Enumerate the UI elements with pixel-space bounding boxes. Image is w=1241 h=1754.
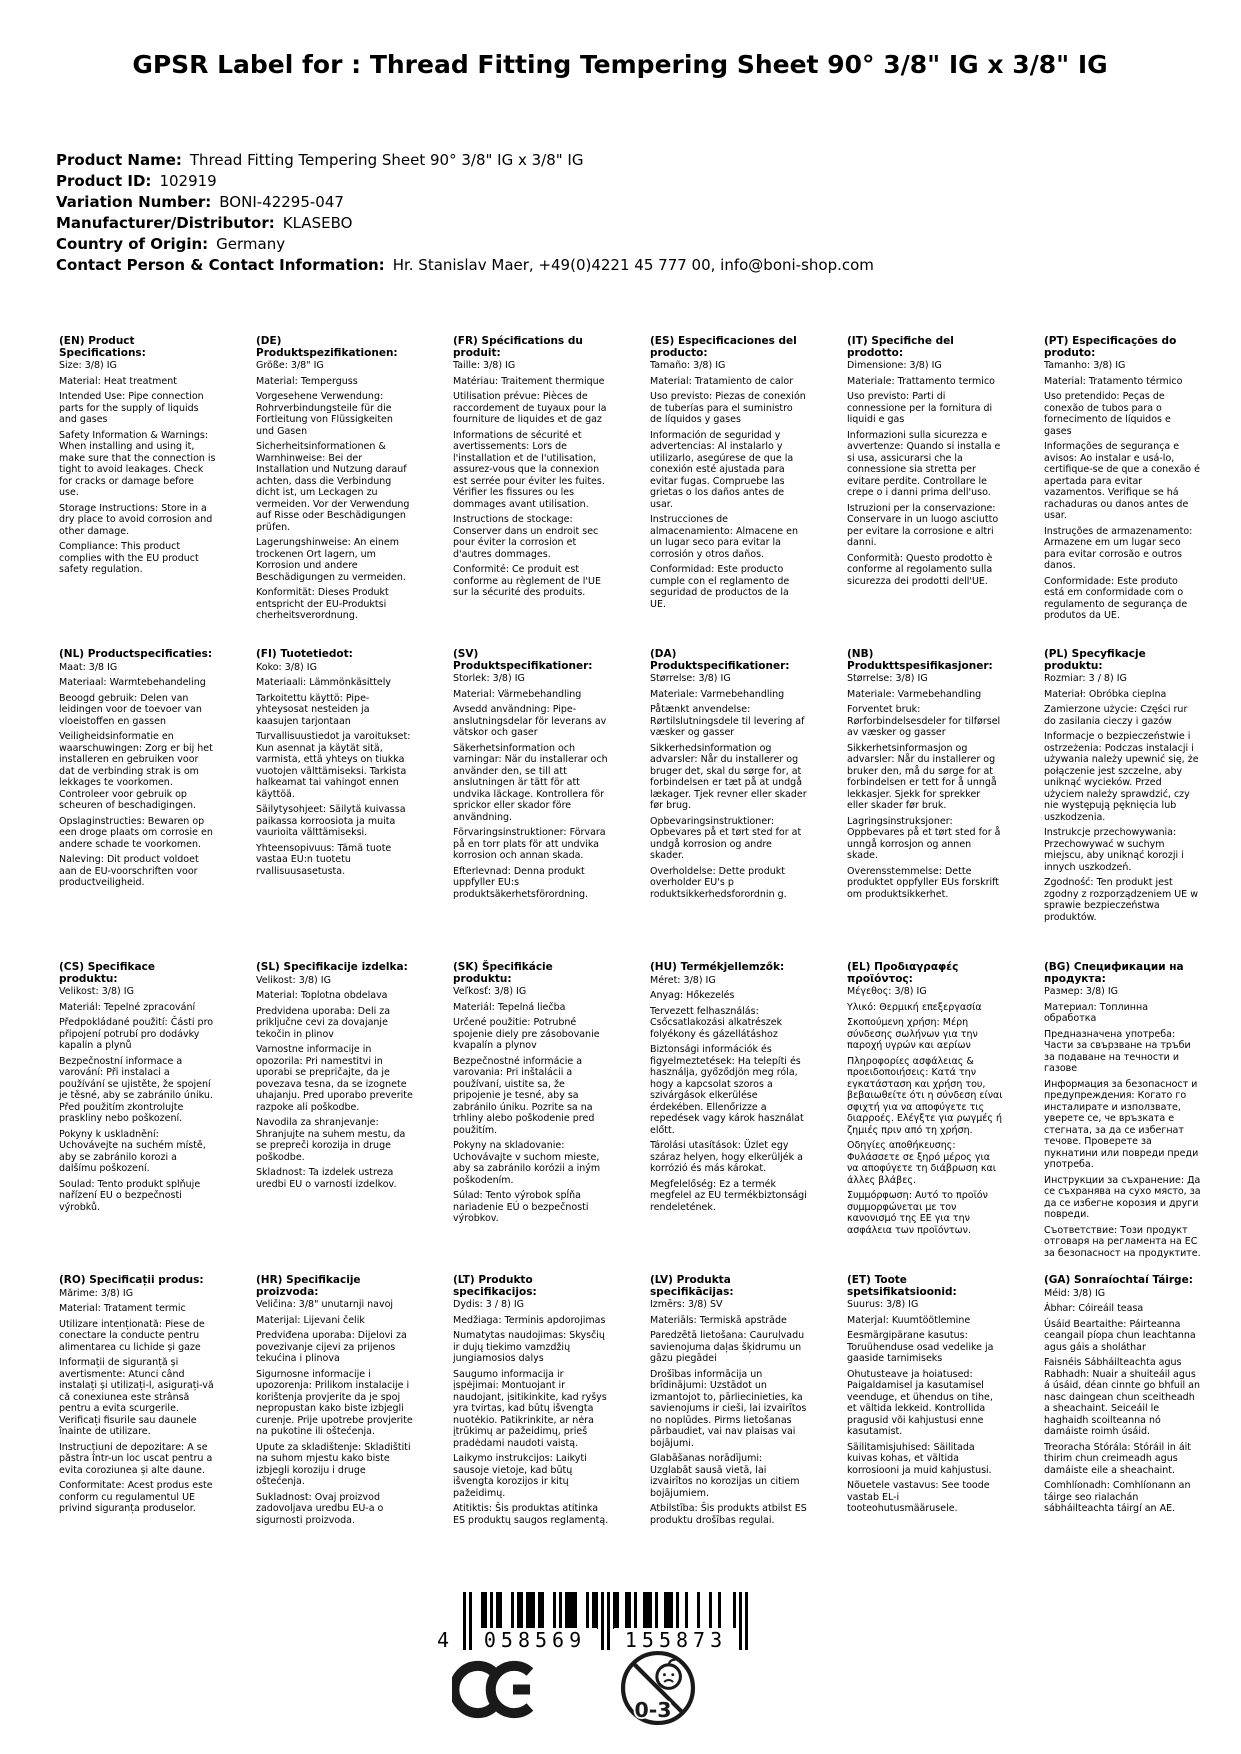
spec-paragraph: Bezpečnostní informace a varování: Při instalaci a používání se ujistěte, že spojení je těsné, aby se zabránilo úniku. Před použitím zkontrolujte praskliny nebo poškození. bbox=[59, 1055, 213, 1124]
spec-block-de bbox=[256, 336, 453, 649]
spec-block-heading: (FR) Spécifications du produit: bbox=[453, 335, 583, 359]
spec-paragraph: Material: Värmebehandling bbox=[453, 688, 582, 700]
spec-paragraph: Méid: 3/8) IG bbox=[1044, 1287, 1106, 1299]
spec-paragraph: Materiál: Tepelné zpracování bbox=[59, 1001, 196, 1013]
spec-paragraph: Utilizare intenționată: Piese de conectare la conducte pentru alimentarea cu lichide și gaze bbox=[59, 1318, 205, 1353]
spec-paragraph: Veličina: 3/8" unutarnji navoj bbox=[256, 1299, 394, 1310]
spec-paragraph: Varnostne informacije in opozorila: Pri namestitvi in uporabi se prepričajte, da je povezava tesna, da se izognete uhajanju. Pred uporabo preverite razpoke ali poškodbe. bbox=[256, 1044, 413, 1113]
spec-paragraph: Informazioni sulla sicurezza e avvertenze: Quando si installa e si usa, assicurarsi che la connessione sia stretta per evitare perdite. Controllare le crepe o i danni prima dell'uso. bbox=[847, 429, 1001, 498]
spec-paragraph: Material: Tratamiento de calor bbox=[650, 375, 794, 387]
age-warning-text: 0-3 bbox=[634, 1697, 672, 1722]
product-info-label: Product Name: bbox=[56, 151, 182, 169]
spec-block-heading: (HR) Specifikacije proizvoda: bbox=[256, 1274, 361, 1298]
barcode-bar bbox=[490, 1592, 493, 1629]
spec-block-heading: (ES) Especificaciones del producto: bbox=[650, 335, 797, 359]
spec-paragraph: Πληροφορίες ασφάλειας & προειδοποιήσεις: Κατά την εγκατάσταση και χρήση του, βεβαιωθείτε ότι η σύνδεση είναι σφιχτή για να αποφύγετε τις διαρροές. Ελέγξτε για ρωγμές ή ζημιές πριν από τη χρήση. bbox=[847, 1055, 1003, 1136]
spec-paragraph: Tarkoitettu käyttö: Pipe-yhteysosat nesteiden ja kaasujen tarjontaan bbox=[256, 692, 370, 727]
spec-block-lv bbox=[650, 1275, 847, 1588]
spec-paragraph: Съответствие: Този продукт отговаря на регламента на ЕС за безопасност на продуктите. bbox=[1044, 1224, 1201, 1259]
spec-block-heading: (LV) Produkta specifikācijas: bbox=[650, 1274, 734, 1298]
spec-paragraph: Istruzioni per la conservazione: Conservare in un luogo asciutto per evitare la corrosione e altri danni. bbox=[847, 502, 999, 548]
product-info-label: Country of Origin: bbox=[56, 235, 209, 253]
spec-paragraph: Μέγεθος: 3/8) IG bbox=[847, 986, 927, 997]
spec-paragraph: Materiale: Varmebehandling bbox=[650, 688, 785, 700]
spec-paragraph: Mărime: 3/8) IG bbox=[59, 1287, 134, 1299]
spec-paragraph: Instrucțiuni de depozitare: A se păstra într-un loc uscat pentru a evita coroziunea și alte daune. bbox=[59, 1441, 213, 1476]
spec-block-heading: (NB) Produkttspesifikasjoner: bbox=[847, 648, 993, 672]
spec-block-heading: (GA) Sonraíochtaí Táirge: bbox=[1044, 1274, 1193, 1286]
spec-paragraph: Predviđena uporaba: Dijelovi za povezivanje cijevi za prijenos tekućina i plinova bbox=[256, 1330, 407, 1364]
spec-paragraph: Предназначена употреба: Части за свързване на тръби за подаване на течности и газове bbox=[1044, 1028, 1191, 1074]
product-info-row bbox=[56, 213, 874, 234]
spec-paragraph: Informations de sécurité et avertissements: Lors de l'installation et de l'utilisation, assurez-vous que la connexion est serrée pour éviter les fuites. Vérifier les fissures ou les dommages avant utilisation. bbox=[453, 429, 605, 510]
spec-paragraph: Información de seguridad y advertencias: Al instalarlo y utilizarlo, asegúrese de que la conexión esté ajustada para evitar fugas. Compruebe las grietas o los daños antes de usar. bbox=[650, 429, 794, 510]
spec-paragraph: Uso previsto: Parti di connessione per la fornitura di liquidi e gas bbox=[847, 391, 993, 425]
spec-block-sv bbox=[453, 649, 650, 962]
spec-paragraph: Instructions de stockage: Conserver dans un endroit sec pour éviter la corrosion et d'autres dommages. bbox=[453, 514, 599, 560]
spec-paragraph: Méret: 3/8) IG bbox=[650, 974, 716, 986]
barcode-bar bbox=[634, 1592, 637, 1629]
barcode-bar bbox=[538, 1592, 544, 1629]
spec-paragraph: Tervezett felhasználás: Csőcsatlakozási alkatrészek folyékony és gázellátáshoz bbox=[650, 1005, 783, 1040]
spec-paragraph: Bezpečnostné informácie a varovania: Pri inštalácii a používaní, uistite sa, že pripojenie je tesné, aby sa zabránilo úniku. Pozrite sa na trhliny alebo poškodenie pred použitím. bbox=[453, 1055, 595, 1136]
spec-block-et bbox=[847, 1275, 1044, 1588]
spec-paragraph: Paredzētā lietošana: Cauruļvadu savienojuma daļas šķidrumu un gāzu piegādei bbox=[650, 1330, 805, 1364]
spec-block-heading: (PL) Specyfikacje produktu: bbox=[1044, 648, 1146, 672]
spec-block-ga bbox=[1044, 1275, 1241, 1588]
spec-paragraph: Forventet bruk: Rørforbindelsesdeler for tilførsel av væsker og gasser bbox=[847, 704, 1001, 738]
spec-paragraph: Megfelelőség: Ez a termék megfelel az EU termékbiztonsági rendeletének. bbox=[650, 1178, 807, 1213]
spec-paragraph: Lagerungshinweise: An einem trockenen Ort lagern, um Korrosion und andere Beschädigungen zu vermeiden. bbox=[256, 537, 406, 583]
spec-block-nl bbox=[59, 649, 256, 962]
spec-paragraph: Beoogd gebruik: Delen van leidingen voor de toevoer van vloeistoffen en gassen bbox=[59, 692, 202, 727]
spec-paragraph: Matériau: Traitement thermique bbox=[453, 375, 605, 387]
spec-block-heading: (SK) Špecifikácie produktu: bbox=[453, 961, 553, 985]
spec-paragraph: Saugumo informacija ir įspėjimai: Montuojant ir naudojant, įsitikinkite, kad ryšys yra tvirtas, kad būtų išvengta nuotėkio. Patikrinkite, ar nėra įtrūkimų ar pažeidimų, prieš pradėdami naudoti vaistą. bbox=[453, 1368, 607, 1449]
spec-paragraph: Rozmiar: 3 / 8) IG bbox=[1044, 673, 1127, 684]
barcode-bar bbox=[469, 1592, 472, 1650]
product-info-value: KLASEBO bbox=[282, 214, 353, 232]
spec-block-heading: (LT) Produkto specifikacijos: bbox=[453, 1274, 537, 1298]
spec-paragraph: Säilytysohjeet: Säilytä kuivassa paikassa korroosiota ja muita vaurioita välttämiseksi. bbox=[256, 804, 406, 838]
spec-paragraph: Navodila za shranjevanje: Shranjujte na suhem mestu, da se prepreči korozija in druge poškodbe. bbox=[256, 1117, 406, 1163]
spec-paragraph: Sigurnosne informacije i upozorenja: Prilikom instalacije i korištenja provjerite da je spoj nepropustan kako biste izbjegli curenje. Prije upotrebe provjerite na pukotine ili oštećenja. bbox=[256, 1368, 413, 1437]
spec-paragraph: Laikymo instrukcijos: Laikyti sausoje vietoje, kad būtų išvengta korozijos ir kitų pažeidimų. bbox=[453, 1453, 587, 1499]
spec-paragraph: Izmērs: 3/8) SV bbox=[650, 1299, 723, 1310]
spec-paragraph: Overholdelse: Dette produkt overholder EU's p roduktsikkerhedsforordnin g. bbox=[650, 865, 787, 900]
age-warning-icon bbox=[620, 1650, 696, 1726]
spec-paragraph: Conformitate: Acest produs este conform cu regulamentul UE privind siguranța produselor. bbox=[59, 1480, 213, 1514]
spec-paragraph: Veľkosť: 3/8) IG bbox=[453, 986, 527, 997]
spec-paragraph: Opslaginstructies: Bewaren op een droge plaats om corrosie en andere schade te voorkomen. bbox=[59, 815, 213, 850]
barcode-bar bbox=[481, 1592, 487, 1629]
spec-block-es bbox=[650, 336, 847, 649]
product-info-row bbox=[56, 150, 874, 171]
barcode-bar bbox=[559, 1592, 562, 1629]
spec-paragraph: Material: Tratament termic bbox=[59, 1303, 186, 1314]
spec-paragraph: Storage Instructions: Store in a dry place to avoid corrosion and other damage. bbox=[59, 502, 213, 537]
product-info-value: 102919 bbox=[159, 172, 217, 190]
spec-block-bg bbox=[1044, 962, 1241, 1275]
spec-paragraph: Dimensione: 3/8) IG bbox=[847, 360, 942, 371]
spec-block-hr bbox=[256, 1275, 453, 1588]
barcode-bar bbox=[709, 1592, 712, 1629]
spec-paragraph: Größe: 3/8" IG bbox=[256, 360, 324, 371]
product-info bbox=[56, 150, 874, 276]
spec-block-ro bbox=[59, 1275, 256, 1588]
spec-block-fr bbox=[453, 336, 650, 649]
spec-block-sk bbox=[453, 962, 650, 1275]
spec-paragraph: Säilitamisjuhised: Säilitada kuivas kohas, et vältida korrosiooni ja muid kahjustusi. bbox=[847, 1441, 992, 1476]
spec-paragraph: Materiāls: Termiskā apstrāde bbox=[650, 1314, 787, 1326]
barcode-digits-left: 058569 bbox=[473, 1628, 597, 1650]
spec-paragraph: Soulad: Tento produkt splňuje nařízení EU o bezpečnosti výrobků. bbox=[59, 1178, 201, 1213]
baby-face-icon bbox=[657, 1660, 681, 1689]
barcode-digits-right: 155873 bbox=[614, 1628, 738, 1650]
spec-paragraph: Upute za skladištenje: Skladištiti na suhom mjestu kako biste izbjegli koroziju i druge oštećenja. bbox=[256, 1441, 411, 1487]
spec-paragraph: Conformidade: Este produto está em conformidade com o regulamento de segurança de produtos da UE. bbox=[1044, 575, 1188, 621]
spec-block-el bbox=[847, 962, 1044, 1275]
spec-block-heading: (SL) Specifikacije izdelka: bbox=[256, 961, 408, 973]
spec-paragraph: Tamanho: 3/8) IG bbox=[1044, 360, 1126, 371]
spec-paragraph: Anyag: Hőkezelés bbox=[650, 990, 735, 1001]
spec-block-heading: (PT) Especificações do produto: bbox=[1044, 335, 1177, 359]
barcode-bar bbox=[592, 1592, 598, 1629]
spec-block-en bbox=[59, 336, 256, 649]
spec-paragraph: Material: Tratamento térmico bbox=[1044, 375, 1183, 387]
spec-paragraph: Size: 3/8) IG bbox=[59, 360, 117, 371]
spec-paragraph: Materiál: Tepelná liečba bbox=[453, 1001, 566, 1013]
spec-paragraph: Skladnost: Ta izdelek ustreza uredbi EU o varnosti izdelkov. bbox=[256, 1167, 397, 1190]
spec-paragraph: Säkerhetsinformation och varningar: När du installerar och använder den, se till att anslutningen är tätt för att undvika läckage. Kontrollera för sprickor eller skador före användning. bbox=[453, 742, 608, 823]
spec-paragraph: Materiale: Trattamento termico bbox=[847, 375, 995, 387]
spec-paragraph: Materijal: Lijevani čelik bbox=[256, 1314, 365, 1326]
spec-paragraph: Maat: 3/8 IG bbox=[59, 661, 118, 673]
spec-paragraph: Информация за безопасност и предупреждения: Когато го инсталирате и използвате, уверете се, че връзката е стегната, за да се избегнат течове. Проверете за пукнатини или повреди преди употреба. bbox=[1044, 1078, 1199, 1170]
spec-paragraph: Naleving: Dit product voldoet aan de EU-voorschriften voor productveiligheid. bbox=[59, 854, 199, 888]
spec-paragraph: Uso pretendido: Peças de conexão de tubos para o fornecimento de líquidos e gases bbox=[1044, 391, 1171, 437]
spec-paragraph: Materiaali: Lämmönkäsittely bbox=[256, 677, 392, 688]
spec-paragraph: Safety Information & Warnings: When installing and using it, make sure that the connection is tight to avoid leakages. Check for cracks or damage before use. bbox=[59, 429, 216, 498]
spec-block-heading: (SV) Produktspecifikationer: bbox=[453, 648, 593, 672]
spec-paragraph: Инструкции за съхранение: Да се съхранява на сухо място, за да се избегне корозия и други повреди. bbox=[1044, 1174, 1201, 1220]
spec-paragraph: Størrelse: 3/8) IG bbox=[650, 673, 731, 684]
barcode-bar bbox=[625, 1592, 631, 1629]
barcode-bars bbox=[463, 1592, 748, 1650]
spec-block-heading: (BG) Спецификации на продукта: bbox=[1044, 961, 1184, 985]
spec-paragraph: Sikkerhedsinformation og advarsler: Når du installerer og bruger det, skal du sørge for, at forbindelsen er tæt på at undgå lækager. Tjek revner eller skader før brug. bbox=[650, 742, 807, 811]
product-info-label: Contact Person & Contact Information: bbox=[56, 256, 385, 274]
spec-paragraph: Materiale: Varmebehandling bbox=[847, 688, 982, 700]
spec-paragraph: Συμμόρφωση: Αυτό το προϊόν συμμορφώνεται με τον κανονισμό της ΕΕ για την ασφάλεια των προϊόντων. bbox=[847, 1190, 988, 1236]
spec-paragraph: Förvaringsinstruktioner: Förvara på en torr plats för att undvika korrosion och annan skada. bbox=[453, 827, 606, 861]
spec-paragraph: Taille: 3/8) IG bbox=[453, 360, 516, 371]
spec-paragraph: Instrucciones de almacenamiento: Almacene en un lugar seco para evitar la corrosión y otros daños. bbox=[650, 514, 798, 560]
barcode-bar bbox=[718, 1592, 721, 1629]
product-info-value: Hr. Stanislav Maer, +49(0)4221 45 777 00, info@boni-shop.com bbox=[392, 256, 874, 274]
spec-paragraph: Conformidad: Este producto cumple con el reglamento de seguridad de productos de la UE. bbox=[650, 564, 790, 610]
barcode-bar bbox=[496, 1592, 502, 1629]
barcode-bar bbox=[601, 1592, 604, 1650]
spec-block-heading: (DE) Produktspezifikationen: bbox=[256, 335, 398, 359]
spec-paragraph: Materiał: Obróbka cieplna bbox=[1044, 688, 1167, 700]
spec-paragraph: Tamaño: 3/8) IG bbox=[650, 360, 726, 371]
barcode-bar bbox=[463, 1592, 466, 1650]
spec-block-pl bbox=[1044, 649, 1241, 962]
product-info-row bbox=[56, 192, 874, 213]
barcode-bar bbox=[553, 1592, 556, 1629]
barcode-bar bbox=[511, 1592, 514, 1629]
spec-paragraph: Eesmärgipärane kasutus: Toruühenduse osad vedelike ja gaaside tarnimiseks bbox=[847, 1330, 994, 1364]
product-info-row bbox=[56, 255, 874, 276]
spec-paragraph: Yhteensopivuus: Tämä tuote vastaa EU:n tuotetu rvallisuusasetusta. bbox=[256, 842, 392, 877]
barcode-bar bbox=[655, 1592, 658, 1629]
barcode-bar bbox=[643, 1592, 652, 1629]
spec-paragraph: Sikkerhetsinformasjon og advarsler: Når du installerer og bruker den, må du sørge for at forbindelsen er tett for å unngå lekkasjer. Sjekk for sprekker eller skader før bruk. bbox=[847, 742, 997, 811]
spec-paragraph: Avsedd användning: Pipe-anslutningsdelar för leverans av vätskor och gaser bbox=[453, 704, 607, 738]
barcode-bar bbox=[745, 1592, 748, 1650]
barcode-bar bbox=[697, 1592, 700, 1629]
spec-paragraph: Dydis: 3 / 8) IG bbox=[453, 1299, 524, 1310]
spec-paragraph: Υλικό: Θερμική επεξεργασία bbox=[847, 1001, 982, 1013]
spec-paragraph: Størrelse: 3/8) IG bbox=[847, 673, 928, 684]
spec-block-pt bbox=[1044, 336, 1241, 649]
spec-block-heading: (HU) Termékjellemzők: bbox=[650, 961, 785, 973]
barcode-lead-digit: 4 bbox=[437, 1628, 450, 1652]
spec-paragraph: Размер: 3/8) IG bbox=[1044, 986, 1119, 997]
spec-grid bbox=[59, 336, 1241, 1588]
spec-paragraph: Intended Use: Pipe connection parts for the supply of liquids and gases bbox=[59, 391, 204, 425]
spec-paragraph: Comhlíonadh: Comhlíonann an táirge seo rialachán sábháilteachta táirgí an AE. bbox=[1044, 1480, 1191, 1514]
product-info-value: BONI-42295-047 bbox=[219, 193, 344, 211]
spec-paragraph: Konformität: Dieses Produkt entspricht der EU-Produktsi cherheitsverordnung. bbox=[256, 587, 389, 621]
spec-block-heading: (NL) Productspecificaties: bbox=[59, 648, 213, 660]
spec-block-it bbox=[847, 336, 1044, 649]
spec-block-heading: (CS) Specifikace produktu: bbox=[59, 961, 155, 985]
spec-paragraph: Suurus: 3/8) IG bbox=[847, 1299, 919, 1310]
spec-paragraph: Koko: 3/8) IG bbox=[256, 661, 317, 673]
spec-paragraph: Σκοπούμενη χρήση: Μέρη σύνδεσης σωλήνων για την παροχή υγρών και αερίων bbox=[847, 1017, 978, 1051]
spec-paragraph: Instrukcje przechowywania: Przechowywać w suchym miejscu, aby uniknąć korozji i innych uszkodzeń. bbox=[1044, 827, 1184, 873]
product-info-value: Germany bbox=[216, 235, 286, 253]
spec-block-heading: (FI) Tuotetiedot: bbox=[256, 648, 353, 660]
spec-paragraph: Ábhar: Cóireáil teasa bbox=[1044, 1303, 1144, 1314]
spec-paragraph: Material: Toplotna obdelava bbox=[256, 990, 388, 1001]
product-info-label: Product ID: bbox=[56, 172, 152, 190]
barcode-bar bbox=[664, 1592, 673, 1629]
spec-paragraph: Sukladnost: Ovaj proizvod zadovoljava uredbu EU-a o sigurnosti proizvoda. bbox=[256, 1491, 384, 1526]
spec-paragraph: Úsáid Beartaithe: Páirteanna ceangail píopa chun leachtanna agus gáis a sholáthar bbox=[1044, 1318, 1196, 1353]
spec-paragraph: Utilisation prévue: Pièces de raccordement de tuyaux pour la fourniture de liquides et de gaz bbox=[453, 391, 607, 425]
spec-paragraph: Uso previsto: Piezas de conexión de tuberías para el suministro de líquidos y gases bbox=[650, 391, 806, 425]
barcode-bar bbox=[739, 1592, 742, 1650]
spec-paragraph: Οδηγίες αποθήκευσης: Φυλάσσετε σε ξηρό μέρος για να αποφύγετε τη διάβρωση και άλλες βλάβες. bbox=[847, 1140, 997, 1186]
spec-paragraph: Pokyny na skladovanie: Uchovávajte v suchom mieste, aby sa zabránilo korózii a iným poškodením. bbox=[453, 1140, 601, 1186]
spec-paragraph: Sicherheitsinformationen & Warnhinweise: Bei der Installation und Nutzung darauf achten, dass die Verbindung dicht ist, um Leckagen zu vermeiden. Vor der Verwendung auf Risse oder Beschädigungen prüfen. bbox=[256, 441, 410, 533]
spec-paragraph: Vorgesehene Verwendung: Rohrverbindungsteile für die Fortleitung von Flüssigkeiten und Gasen bbox=[256, 391, 393, 437]
spec-block-heading: (RO) Specificații produs: bbox=[59, 1274, 204, 1286]
spec-paragraph: Ohutusteave ja hoiatused: Paigaldamisel ja kasutamisel veenduge, et ühendus on tihe, et vältida lekkeid. Kontrollida pragusid või kahjustusi enne kasutamist. bbox=[847, 1368, 993, 1437]
page-title: GPSR Label for : Thread Fitting Tempering Sheet 90° 3/8" IG x 3/8" IG bbox=[132, 50, 1108, 79]
spec-block-fi bbox=[256, 649, 453, 962]
spec-paragraph: Biztonsági információk és figyelmeztetések: Ha telepíti és használja, győződjön meg róla, hogy a kapcsolat szoros a szivárgások elkerülése érdekében. Ellenőrizze a repedések vagy károk használat előtt. bbox=[650, 1044, 804, 1136]
spec-paragraph: Overensstemmelse: Dette produktet oppfyller EUs forskrift om produktsikkerhet. bbox=[847, 865, 1000, 900]
spec-paragraph: Veiligheidsinformatie en waarschuwingen: Zorg er bij het installeren en gebruiken voor dat de verbinding strak is om lekkages te voorkomen. Controleer voor gebruik op scheuren of beschadigingen. bbox=[59, 731, 213, 811]
spec-paragraph: Informații de siguranță și avertismente: Atunci când instalați și utilizați-l, asigurați-vă că conexiunea este strânsă pentru a evita scurgerile. Verificați fisurile sau daunele înainte de utilizare. bbox=[59, 1357, 214, 1437]
spec-paragraph: Informacje o bezpieczeństwie i ostrzeżenia: Podczas instalacji i używania należy upewnić się, że połączenie jest szczelne, aby uniknąć wycieków. Przed użyciem należy sprawdzić, czy nie występują pęknięcia lub uszkodzenia. bbox=[1044, 731, 1199, 823]
spec-paragraph: Treoracha Stórála: Stóráil in áit thirim chun creimeadh agus damáiste eile a sheachaint. bbox=[1044, 1441, 1192, 1476]
product-info-row bbox=[56, 171, 874, 192]
barcode-bar bbox=[586, 1592, 589, 1629]
spec-paragraph: Материал: Топлинна обработка bbox=[1044, 1001, 1149, 1024]
spec-paragraph: Nõuetele vastavus: See toode vastab EL-i tooteohutusmäärusele. bbox=[847, 1480, 990, 1514]
barcode-bar bbox=[676, 1592, 679, 1629]
spec-paragraph: Predvidena uporaba: Deli za priključne cevi za dovajanje tekočin in plinov bbox=[256, 1005, 391, 1040]
spec-paragraph: Material: Temperguss bbox=[256, 375, 358, 387]
spec-paragraph: Drošības informācija un brīdinājumi: Uzstādot un izmantojot to, pārliecinieties, ka savienojums ir cieši, lai izvairītos no noplūdes. Pirms lietošanas pārbaudiet, vai nav plaisas vai bojājumi. bbox=[650, 1368, 807, 1449]
spec-block-hu bbox=[650, 962, 847, 1275]
spec-paragraph: Informações de segurança e avisos: Ao instalar e usá-lo, certifique-se de que a conexão é apertada para evitar vazamentos. Verifique se há rachaduras ou danos antes de usar. bbox=[1044, 441, 1200, 521]
spec-block-sl bbox=[256, 962, 453, 1275]
spec-paragraph: Opbevaringsinstruktioner: Opbevares på et tørt sted for at undgå korrosion og andre skader. bbox=[650, 815, 802, 861]
barcode-bar bbox=[607, 1592, 610, 1650]
spec-block-nb bbox=[847, 649, 1044, 962]
spec-paragraph: Předpokládané použití: Části pro připojení potrubí pro dodávky kapalin a plynů bbox=[59, 1017, 214, 1051]
spec-block-da bbox=[650, 649, 847, 962]
barcode bbox=[437, 1592, 748, 1652]
spec-paragraph: Påtænkt anvendelse: Rørtilslutningsdele til levering af væsker og gasser bbox=[650, 704, 805, 738]
barcode-bar bbox=[613, 1592, 619, 1629]
barcode-bar bbox=[565, 1592, 577, 1629]
barcode-bar bbox=[526, 1592, 535, 1629]
barcode-bar bbox=[517, 1592, 523, 1629]
spec-block-heading: (IT) Specifiche del prodotto: bbox=[847, 335, 954, 359]
spec-paragraph: Instruções de armazenamento: Armazene em um lugar seco para evitar corrosão e outros danos. bbox=[1044, 525, 1193, 571]
spec-block-lt bbox=[453, 1275, 650, 1588]
spec-paragraph: Atbilstība: Šis produkts atbilst ES produktu drošības regulai. bbox=[650, 1503, 807, 1526]
barcode-bar bbox=[733, 1592, 736, 1629]
spec-paragraph: Velikost: 3/8) IG bbox=[256, 974, 331, 986]
ce-mark-icon bbox=[452, 1660, 540, 1719]
spec-paragraph: Medžiaga: Terminis apdorojimas bbox=[453, 1314, 606, 1326]
spec-paragraph: Materiaal: Warmtebehandeling bbox=[59, 677, 206, 688]
spec-paragraph: Turvallisuustiedot ja varoitukset: Kun asennat ja käytät sitä, varmista, että yhteys on tiukka vuotojen välttämiseksi. Tarkista halkeamat tai vahingot ennen käyttöä. bbox=[256, 731, 411, 800]
spec-block-cs bbox=[59, 962, 256, 1275]
spec-paragraph: Conformità: Questo prodotto è conforme al regolamento sulla sicurezza dei prodotti dell'UE. bbox=[847, 552, 993, 587]
spec-paragraph: Storlek: 3/8) IG bbox=[453, 673, 525, 684]
spec-paragraph: Atitiktis: Šis produktas atitinka ES produktų saugos reglamentą. bbox=[453, 1503, 609, 1526]
product-info-row bbox=[56, 234, 874, 255]
product-info-value: Thread Fitting Tempering Sheet 90° 3/8" IG x 3/8" IG bbox=[189, 151, 584, 169]
spec-block-heading: (EN) Product Specifications: bbox=[59, 335, 146, 359]
spec-paragraph: Tárolási utasítások: Üzlet egy száraz helyen, hogy elkerüljék a korrózió és más károkat. bbox=[650, 1140, 803, 1174]
spec-paragraph: Compliance: This product complies with the EU product safety regulation. bbox=[59, 541, 199, 575]
spec-paragraph: Efterlevnad: Denna produkt uppfyller EU:s produktsäkerhetsförordning. bbox=[453, 865, 589, 900]
spec-block-heading: (EL) Προδιαγραφές προϊόντος: bbox=[847, 961, 959, 985]
spec-paragraph: Zgodność: Ten produkt jest zgodny z rozporządzeniem UE w sprawie bezpieczeństwa produktów. bbox=[1044, 877, 1198, 923]
spec-paragraph: Súlad: Tento výrobok spĺňa nariadenie EÚ o bezpečnosti výrobkov. bbox=[453, 1190, 589, 1224]
spec-paragraph: Faisnéis Sábháilteachta agus Rabhadh: Nuair a shuiteáil agus á úsáid, déan cinnte go bhfuil an nasc daingean chun sceitheadh a sheachaint. Seiceáil le haghaidh scoilteanna nó damáiste roimh úsáid. bbox=[1044, 1357, 1200, 1437]
spec-paragraph: Numatytas naudojimas: Skysčių ir dujų tiekimo vamzdžių jungiamosios dalys bbox=[453, 1330, 605, 1364]
product-info-label: Manufacturer/Distributor: bbox=[56, 214, 275, 232]
spec-paragraph: Conformité: Ce produit est conforme au règlement de l'UE sur la sécurité des produits. bbox=[453, 564, 601, 598]
spec-block-heading: (ET) Toote spetsifikatsioonid: bbox=[847, 1274, 957, 1298]
spec-paragraph: Material: Heat treatment bbox=[59, 375, 178, 387]
spec-paragraph: Určené použitie: Potrubné spojenie diely pre zásobovanie kvapalín a plynov bbox=[453, 1017, 600, 1051]
spec-paragraph: Pokyny k uskladnění: Uchovávejte na suchém místě, aby se zabránilo korozi a dalšímu poškození. bbox=[59, 1128, 206, 1174]
spec-paragraph: Zamierzone użycie: Części rur do zasilania cieczy i gazów bbox=[1044, 704, 1188, 727]
spec-paragraph: Lagringsinstruksjoner: Oppbevares på et tørt sted for å unngå korrosjon og annen skade. bbox=[847, 815, 1001, 861]
spec-paragraph: Velikost: 3/8) IG bbox=[59, 986, 134, 997]
product-info-label: Variation Number: bbox=[56, 193, 212, 211]
barcode-bar bbox=[685, 1592, 688, 1629]
spec-paragraph: Materjal: Kuumtöötlemine bbox=[847, 1314, 971, 1326]
spec-paragraph: Glabāšanas norādījumi: Uzglabāt sausā vietā, lai izvairītos no korozijas un citiem bojājumiem. bbox=[650, 1453, 800, 1499]
spec-block-heading: (DA) Produktspecifikationer: bbox=[650, 648, 790, 672]
